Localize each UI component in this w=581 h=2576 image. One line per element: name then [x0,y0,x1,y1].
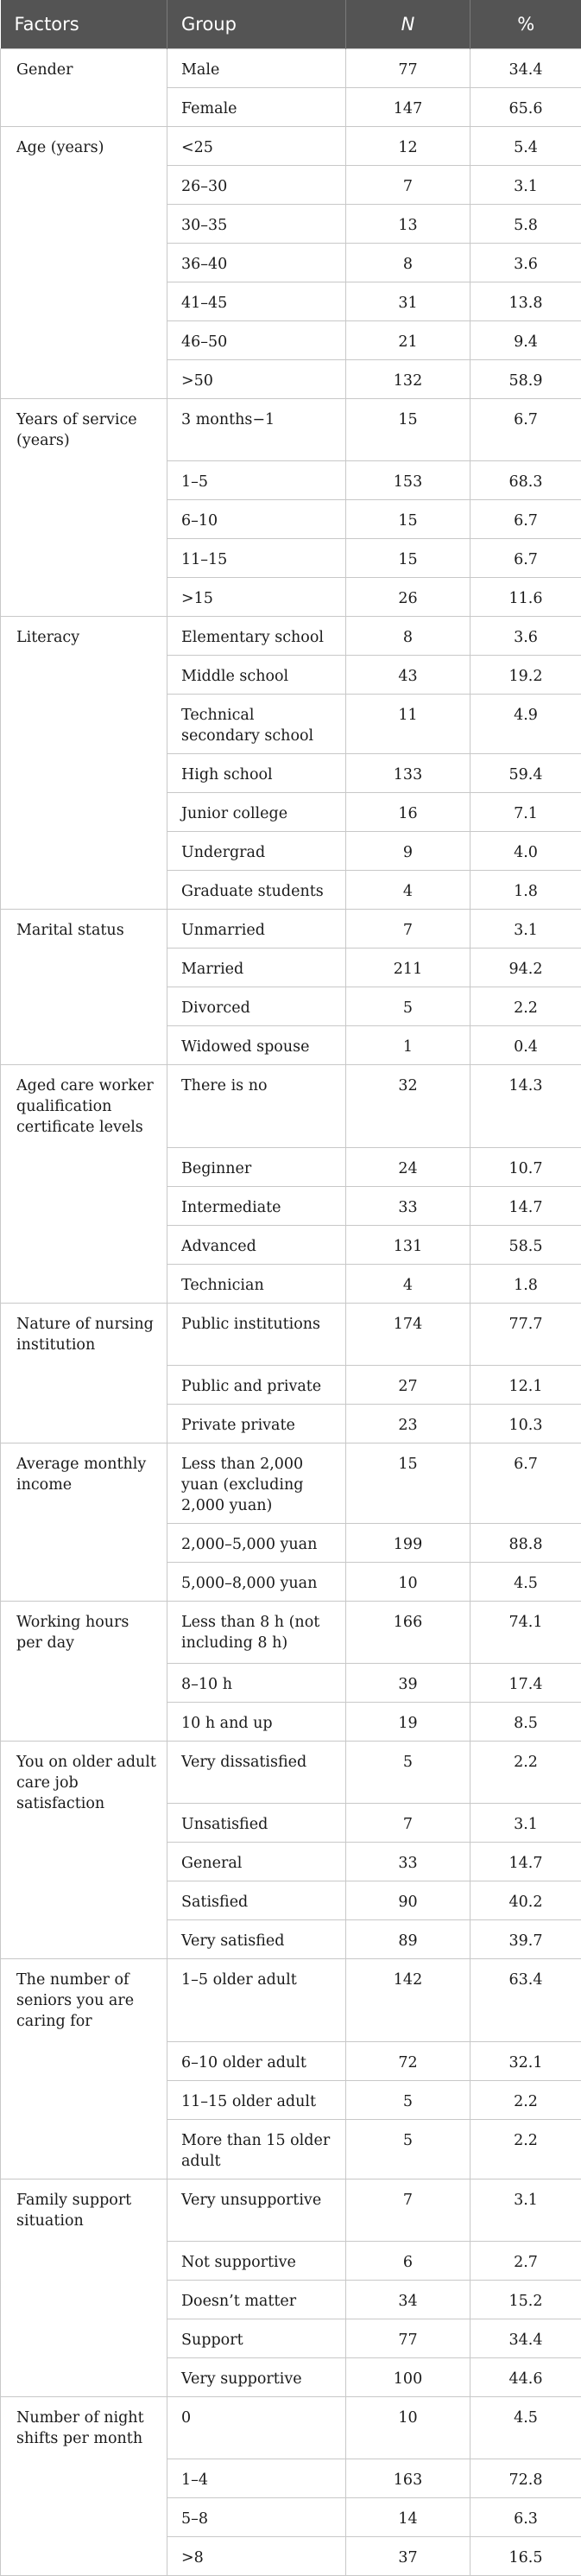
table-row [1,1304,581,1366]
group-cell: Junior college [167,793,346,832]
count-cell: 211 [346,949,470,987]
percent-cell: 2.7 [470,2242,581,2281]
percent-cell: 32.1 [470,2042,581,2081]
count-cell: 24 [346,1148,470,1187]
group-cell: Female [167,88,346,127]
count-cell: 13 [346,205,470,244]
count-cell: 147 [346,88,470,127]
percent-cell: 10.3 [470,1405,581,1443]
count-cell: 1 [346,1026,470,1065]
factor-cell: Family support situation [1,2179,167,2397]
group-cell: Elementary school [167,617,346,656]
header-factors: Factors [1,0,167,49]
factor-cell: Years of service (years) [1,399,167,617]
group-cell: Support [167,2319,346,2358]
count-cell: 10 [346,1563,470,1602]
percent-cell: 2.2 [470,2081,581,2120]
group-cell: Doesn’t matter [167,2281,346,2319]
header-percent: % [470,0,581,49]
group-cell: 41–45 [167,282,346,321]
group-cell: General [167,1843,346,1881]
group-cell: Public institutions [167,1304,346,1366]
group-cell: Technical secondary school [167,695,346,754]
percent-cell: 4.0 [470,832,581,871]
table-row [1,2179,581,2242]
count-cell: 100 [346,2358,470,2397]
percent-cell: 14.3 [470,1065,581,1148]
percent-cell: 14.7 [470,1187,581,1226]
table-row [1,910,581,949]
count-cell: 153 [346,461,470,500]
percent-cell: 2.2 [470,1742,581,1804]
count-cell: 5 [346,1742,470,1804]
count-cell: 7 [346,2179,470,2242]
count-cell: 5 [346,987,470,1026]
percent-cell: 13.8 [470,282,581,321]
group-cell: >8 [167,2537,346,2576]
group-cell: Middle school [167,656,346,695]
count-cell: 23 [346,1405,470,1443]
count-cell: 166 [346,1602,470,1664]
count-cell: 15 [346,1443,470,1524]
factor-cell: Working hours per day [1,1602,167,1742]
percent-cell: 0.4 [470,1026,581,1065]
percent-cell: 1.8 [470,871,581,910]
percent-cell: 10.7 [470,1148,581,1187]
count-cell: 8 [346,617,470,656]
group-cell: 0 [167,2397,346,2459]
percent-cell: 7.1 [470,793,581,832]
percent-cell: 63.4 [470,1959,581,2042]
count-cell: 16 [346,793,470,832]
percent-cell: 6.7 [470,539,581,578]
group-cell: 1–4 [167,2459,346,2498]
factor-cell: Average monthly income [1,1443,167,1602]
group-cell: Graduate students [167,871,346,910]
count-cell: 37 [346,2537,470,2576]
group-cell: >15 [167,578,346,617]
count-cell: 72 [346,2042,470,2081]
count-cell: 5 [346,2081,470,2120]
group-cell: Not supportive [167,2242,346,2281]
group-cell: Public and private [167,1366,346,1405]
count-cell: 33 [346,1843,470,1881]
percent-cell: 3.1 [470,1804,581,1843]
percent-cell: 6.7 [470,500,581,539]
count-cell: 19 [346,1703,470,1742]
count-cell: 131 [346,1226,470,1265]
percent-cell: 39.7 [470,1920,581,1959]
group-cell: Less than 2,000 yuan (excluding 2,000 yuan) [167,1443,346,1524]
group-cell: Private private [167,1405,346,1443]
table-body [1,49,581,2576]
percent-cell: 34.4 [470,49,581,88]
group-cell: 1–5 [167,461,346,500]
count-cell: 10 [346,2397,470,2459]
group-cell: 36–40 [167,244,346,282]
group-cell: There is no [167,1065,346,1148]
group-cell: 46–50 [167,321,346,360]
count-cell: 27 [346,1366,470,1405]
table-row [1,1602,581,1664]
percent-cell: 58.5 [470,1226,581,1265]
count-cell: 77 [346,2319,470,2358]
group-cell: Less than 8 h (not including 8 h) [167,1602,346,1664]
header-group: Group [167,0,346,49]
factor-cell: Number of night shifts per month [1,2397,167,2576]
factor-cell: Literacy [1,617,167,910]
table-row [1,2397,581,2459]
count-cell: 4 [346,871,470,910]
table-row [1,1742,581,1804]
count-cell: 15 [346,500,470,539]
group-cell: 3 months−1 [167,399,346,461]
group-cell: >50 [167,360,346,399]
group-cell: High school [167,754,346,793]
count-cell: 174 [346,1304,470,1366]
factor-cell: You on older adult care job satisfaction [1,1742,167,1959]
percent-cell: 72.8 [470,2459,581,2498]
count-cell: 133 [346,754,470,793]
count-cell: 33 [346,1187,470,1226]
group-cell: Advanced [167,1226,346,1265]
percent-cell: 4.5 [470,1563,581,1602]
count-cell: 11 [346,695,470,754]
count-cell: 15 [346,539,470,578]
factor-cell: The number of seniors you are caring for [1,1959,167,2179]
count-cell: 5 [346,2120,470,2179]
count-cell: 14 [346,2498,470,2537]
count-cell: 7 [346,166,470,205]
count-cell: 8 [346,244,470,282]
percent-cell: 17.4 [470,1664,581,1703]
count-cell: 26 [346,578,470,617]
percent-cell: 6.7 [470,399,581,461]
group-cell: 2,000–5,000 yuan [167,1524,346,1563]
percent-cell: 68.3 [470,461,581,500]
count-cell: 15 [346,399,470,461]
percent-cell: 6.7 [470,1443,581,1524]
percent-cell: 14.7 [470,1843,581,1881]
percent-cell: 74.1 [470,1602,581,1664]
group-cell: 10 h and up [167,1703,346,1742]
header-row [1,0,581,49]
count-cell: 21 [346,321,470,360]
group-cell: Divorced [167,987,346,1026]
percent-cell: 3.6 [470,617,581,656]
count-cell: 163 [346,2459,470,2498]
group-cell: Male [167,49,346,88]
count-cell: 7 [346,910,470,949]
percent-cell: 3.1 [470,2179,581,2242]
table-row [1,617,581,656]
group-cell: Unsatisfied [167,1804,346,1843]
group-cell: 8–10 h [167,1664,346,1703]
percent-cell: 4.9 [470,695,581,754]
table-row [1,399,581,461]
header-n: N [346,0,470,49]
count-cell: 6 [346,2242,470,2281]
count-cell: 9 [346,832,470,871]
count-cell: 199 [346,1524,470,1563]
table-row [1,49,581,88]
count-cell: 4 [346,1265,470,1304]
percent-cell: 12.1 [470,1366,581,1405]
count-cell: 31 [346,282,470,321]
group-cell: Intermediate [167,1187,346,1226]
percent-cell: 34.4 [470,2319,581,2358]
factor-cell: Aged care worker qualification certificate levels [1,1065,167,1304]
count-cell: 132 [346,360,470,399]
table-row [1,127,581,166]
group-cell: Technician [167,1265,346,1304]
percent-cell: 77.7 [470,1304,581,1366]
group-cell: 5,000–8,000 yuan [167,1563,346,1602]
percent-cell: 9.4 [470,321,581,360]
percent-cell: 5.8 [470,205,581,244]
count-cell: 142 [346,1959,470,2042]
group-cell: Widowed spouse [167,1026,346,1065]
group-cell: 6–10 older adult [167,2042,346,2081]
percent-cell: 88.8 [470,1524,581,1563]
factor-cell: Age (years) [1,127,167,399]
percent-cell: 19.2 [470,656,581,695]
group-cell: Undergrad [167,832,346,871]
table-row [1,1959,581,2042]
count-cell: 43 [346,656,470,695]
percent-cell: 11.6 [470,578,581,617]
count-cell: 89 [346,1920,470,1959]
group-cell: <25 [167,127,346,166]
group-cell: 30–35 [167,205,346,244]
percent-cell: 2.2 [470,2120,581,2179]
group-cell: Beginner [167,1148,346,1187]
table-header [1,0,581,49]
group-cell: 5–8 [167,2498,346,2537]
count-cell: 12 [346,127,470,166]
group-cell: 11–15 [167,539,346,578]
group-cell: More than 15 older adult [167,2120,346,2179]
table-row [1,1443,581,1524]
count-cell: 90 [346,1881,470,1920]
percent-cell: 2.2 [470,987,581,1026]
count-cell: 7 [346,1804,470,1843]
percent-cell: 59.4 [470,754,581,793]
percent-cell: 3.1 [470,910,581,949]
percent-cell: 58.9 [470,360,581,399]
percent-cell: 44.6 [470,2358,581,2397]
group-cell: Married [167,949,346,987]
group-cell: Very dissatisfied [167,1742,346,1804]
percent-cell: 4.5 [470,2397,581,2459]
percent-cell: 3.1 [470,166,581,205]
group-cell: Very unsupportive [167,2179,346,2242]
factor-cell: Marital status [1,910,167,1065]
group-cell: Very satisfied [167,1920,346,1959]
percent-cell: 16.5 [470,2537,581,2576]
count-cell: 32 [346,1065,470,1148]
percent-cell: 94.2 [470,949,581,987]
percent-cell: 1.8 [470,1265,581,1304]
percent-cell: 15.2 [470,2281,581,2319]
percent-cell: 8.5 [470,1703,581,1742]
group-cell: 1–5 older adult [167,1959,346,2042]
group-cell: Unmarried [167,910,346,949]
percent-cell: 5.4 [470,127,581,166]
count-cell: 34 [346,2281,470,2319]
count-cell: 77 [346,49,470,88]
percent-cell: 3.6 [470,244,581,282]
group-cell: Satisfied [167,1881,346,1920]
percent-cell: 65.6 [470,88,581,127]
group-cell: 11–15 older adult [167,2081,346,2120]
factor-cell: Nature of nursing institution [1,1304,167,1443]
table-row [1,1065,581,1148]
group-cell: 6–10 [167,500,346,539]
factor-cell: Gender [1,49,167,127]
percent-cell: 6.3 [470,2498,581,2537]
count-cell: 39 [346,1664,470,1703]
group-cell: 26–30 [167,166,346,205]
percent-cell: 40.2 [470,1881,581,1920]
group-cell: Very supportive [167,2358,346,2397]
